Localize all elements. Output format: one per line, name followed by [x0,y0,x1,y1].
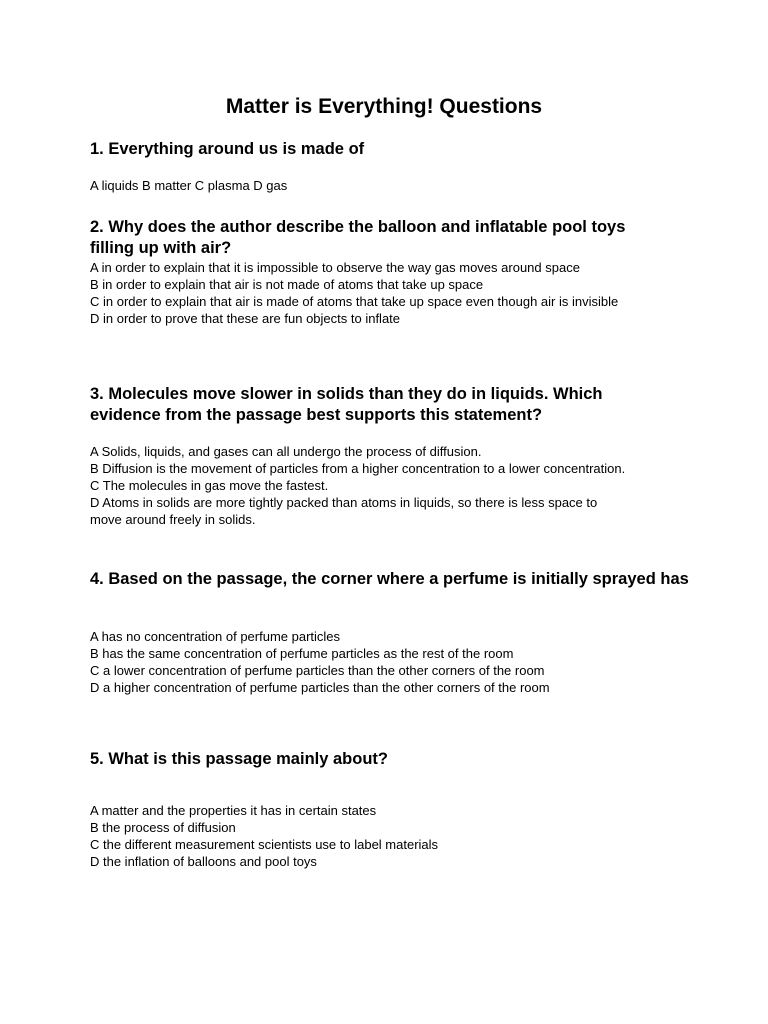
question-3-option-b: B Diffusion is the movement of particles from a higher concentration to a lower concentration. [90,461,626,476]
question-2-option-d: D in order to prove that these are fun objects to inflate [90,311,401,326]
question-1-text: 1. Everything around us is made of [90,140,365,158]
question-5-option-c: C the different measurement scientists use to label materials [90,837,439,852]
question-5-option-d: D the inflation of balloons and pool toys [90,854,317,869]
question-3-options [90,443,630,528]
question-4-text: 4. Based on the passage, the corner where a perfume is initially sprayed has [90,570,689,588]
question-5-option-b: B the process of diffusion [90,820,236,835]
question-5-options [90,802,630,870]
question-3-text: 3. Molecules move slower in solids than they do in liquids. Which evidence from the passage best supports this statement? [90,385,603,424]
question-5-text: 5. What is this passage mainly about? [90,750,388,768]
question-4-option-b: B has the same concentration of perfume particles as the rest of the room [90,646,514,661]
question-1-option-line: A liquids B matter C plasma D gas [90,178,288,193]
question-2-text: 2. Why does the author describe the balloon and inflatable pool toys filling up with air? [90,218,626,257]
question-2-options [90,259,630,327]
question-4-options [90,628,650,696]
question-2-option-a: A in order to explain that it is impossible to observe the way gas moves around space [90,260,580,275]
question-3-option-c: C The molecules in gas move the fastest. [90,478,329,493]
question-5-option-a: A matter and the properties it has in certain states [90,803,377,818]
question-3-option-d: D Atoms in solids are more tightly packed than atoms in liquids, so there is less space to move around freely in solids. [90,495,598,527]
question-2-option-c: C in order to explain that air is made of atoms that take up space even though air is invisible [90,294,619,309]
question-1-options [90,177,630,194]
question-4-option-d: D a higher concentration of perfume particles than the other corners of the room [90,680,550,695]
question-4-option-a: A has no concentration of perfume particles [90,629,341,644]
question-2-option-b: B in order to explain that air is not made of atoms that take up space [90,277,484,292]
worksheet-title: Matter is Everything! Questions [225,95,543,118]
question-4-option-c: C a lower concentration of perfume particles than the other corners of the room [90,663,545,678]
question-3-option-a: A Solids, liquids, and gases can all undergo the process of diffusion. [90,444,482,459]
